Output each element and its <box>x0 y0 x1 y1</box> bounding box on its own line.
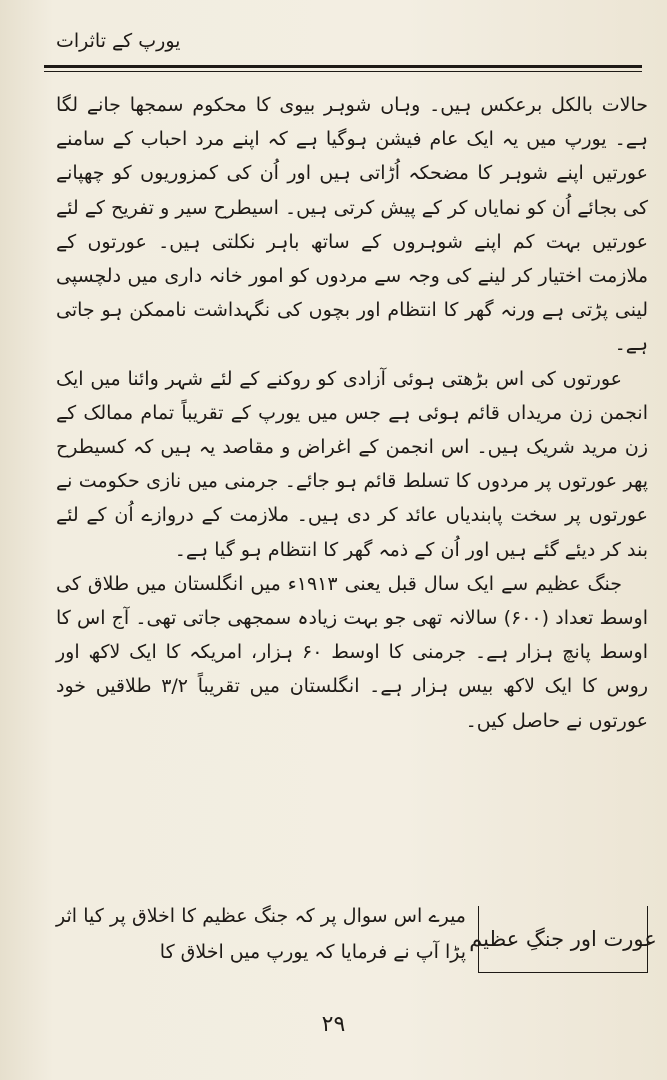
page-number: ۲۹ <box>321 1012 346 1037</box>
section-heading: عورت اور جنگِ عظیم <box>478 906 648 973</box>
paragraph: عورتوں کی اس بڑھتی ہوئی آزادی کو روکنے کے لئے شہر وائنا میں ایک انجمن زن مریداں قائم ہوئی ہے جس میں یورپ کے تقریباً تمام ممالک کے زن مرید شریک ہیں۔ اس انجمن کے اغراض و مقاصد یہ ہیں کہ کسیطرح پھر عورتوں پر مردوں کا تسلط قائم ہو جائے۔ جرمنی میں نازی حکومت نے عورتوں پر سخت پابندیاں عائد کر دی ہیں۔ ملازمت کے دروازے اُن کے لئے بند کر دیئے گئے ہیں اور اُن کے ذمہ گھر کا انتظام ہو گیا ہے۔ <box>56 367 648 561</box>
section-block <box>56 898 657 990</box>
paragraph: حالات بالکل برعکس ہیں۔ وہاں شوہر بیوی کا محکوم سمجھا جانے لگا ہے۔ یورپ میں یہ ایک عام فیشن ہوگیا ہے کہ اپنے مرد احباب کے سامنے عورتیں اپنے شوہر کا مضحکہ اُڑاتی ہیں اور اُن کی کمزوریوں کو چھپانے کی بجائے اُن کو نمایاں کر کے پیش کرتی ہیں۔ اسیطرح سیر و تفریح کے لئے عورتیں بہت کم اپنے شوہروں کے ساتھ باہر نکلتی ہیں۔ عورتوں کے ملازمت اختیار کر لینے کی وجہ سے مردوں کو امور خانہ داری میں دلچسپی لینی پڑتی ہے ورنہ گھر کا انتظام اور بچوں کی نگہداشت ناممکن ہو جاتی ہے۔ <box>56 94 648 356</box>
paragraph: جنگ عظیم سے ایک سال قبل یعنی ۱۹۱۳ء میں انگلستان میں طلاق کی اوسط تعداد (۶۰۰) سالانہ تھی جو بہت زیادہ سمجھی جاتی تھی۔ آج اس کا اوسط پانچ ہزار ہے۔ جرمنی کا اوسط ۶۰ ہزار، امریکہ کا ایک لاکھ اور روس کا ایک لاکھ بیس ہزار ہے۔ انگلستان میں تقریباً ۳/۲ طلاقیں خود عورتوں نے حاصل کیں۔ <box>56 572 648 732</box>
section-paragraph: میرے اس سوال پر کہ جنگ عظیم کا اخلاق پر کیا اثر پڑا آپ نے فرمایا کہ یورپ میں اخلاق کا <box>56 905 466 963</box>
body-text <box>56 88 648 738</box>
running-header: یورپ کے تاثرات <box>56 30 181 52</box>
header-rule-thin <box>44 71 642 72</box>
section-text <box>56 898 466 970</box>
header-rule-thick <box>44 65 642 68</box>
